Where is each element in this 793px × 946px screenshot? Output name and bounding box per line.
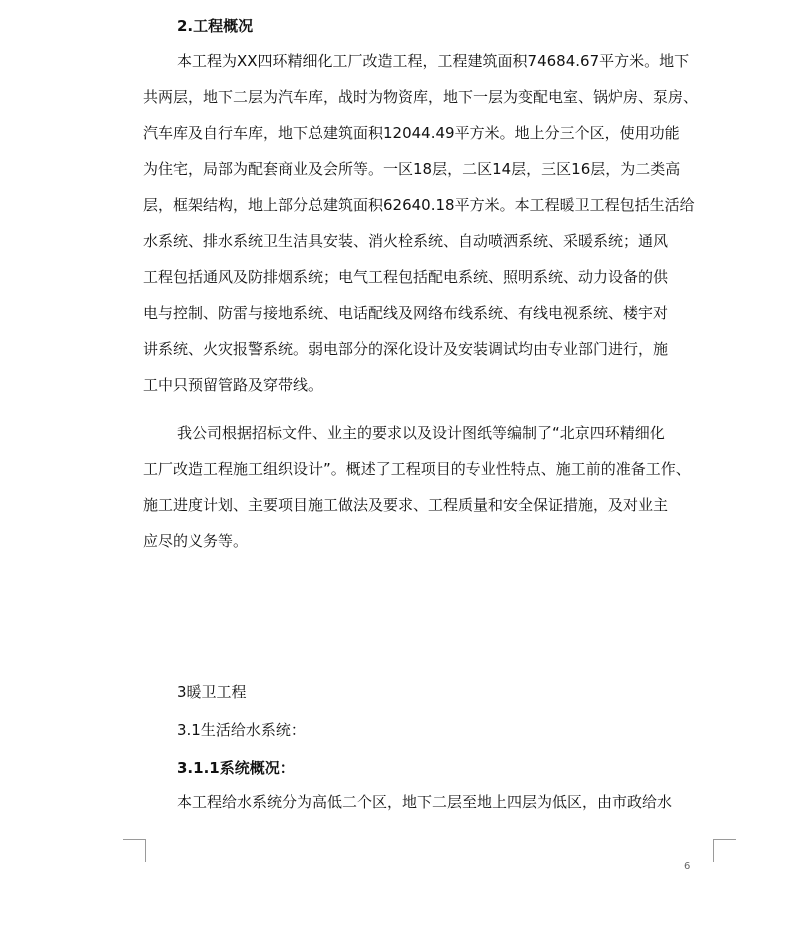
text-line: 讲系统、火灾报警系统。弱电部分的深化设计及安装调试均由专业部门进行，施 bbox=[143, 340, 669, 358]
page-corner-mark-right bbox=[713, 839, 736, 862]
paragraph-water-supply bbox=[143, 784, 713, 820]
text-line: 工程包括通风及防排烟系统；电气工程包括配电系统、照明系统、动力设备的供 bbox=[143, 268, 669, 286]
section-heading-hvac: 3暖卫工程 bbox=[177, 683, 247, 701]
text-line: 工厂改造工程施工组织设计”。概述了工程项目的专业性特点、施工前的准备工作、 bbox=[143, 460, 691, 478]
subsection-heading-water-supply: 3.1生活给水系统： bbox=[177, 721, 306, 739]
subsection-heading-system-overview: 3.1.1系统概况： bbox=[177, 759, 295, 777]
text-line: 为住宅，局部为配套商业及会所等。一区18层，二区14层，三区16层，为二类高 bbox=[143, 160, 681, 178]
paragraph-construction-plan bbox=[143, 415, 713, 559]
text-line: 本工程为XX四环精细化工厂改造工程，工程建筑面积74684.67平方米。地下 bbox=[177, 52, 690, 70]
text-line: 电与控制、防雷与接地系统、电话配线及网络布线系统、有线电视系统、楼宇对 bbox=[143, 304, 669, 322]
text-line: 汽车库及自行车库，地下总建筑面积12044.49平方米。地上分三个区，使用功能 bbox=[143, 124, 680, 142]
text-line: 工中只预留管路及穿带线。 bbox=[143, 376, 324, 394]
text-line: 水系统、排水系统卫生洁具安装、消火栓系统、自动喷洒系统、采暖系统；通风 bbox=[143, 232, 669, 250]
paragraph-project-overview bbox=[143, 43, 713, 403]
text-line: 我公司根据招标文件、业主的要求以及设计图纸等编制了“北京四环精细化 bbox=[177, 424, 665, 442]
page-corner-mark-left bbox=[123, 839, 146, 862]
page-number: 6 bbox=[684, 861, 691, 872]
text-line: 应尽的义务等。 bbox=[143, 532, 249, 550]
text-line: 层，框架结构，地上部分总建筑面积62640.18平方米。本工程暖卫工程包括生活给 bbox=[143, 196, 695, 214]
section-heading-project-overview: 2.工程概况 bbox=[177, 17, 254, 35]
text-line: 共两层，地下二层为汽车库，战时为物资库，地下一层为变配电室、锅炉房、泵房、 bbox=[143, 88, 699, 106]
text-line: 施工进度计划、主要项目施工做法及要求、工程质量和安全保证措施，及对业主 bbox=[143, 496, 669, 514]
text-line: 本工程给水系统分为高低二个区，地下二层至地上四层为低区，由市政给水 bbox=[177, 793, 673, 811]
